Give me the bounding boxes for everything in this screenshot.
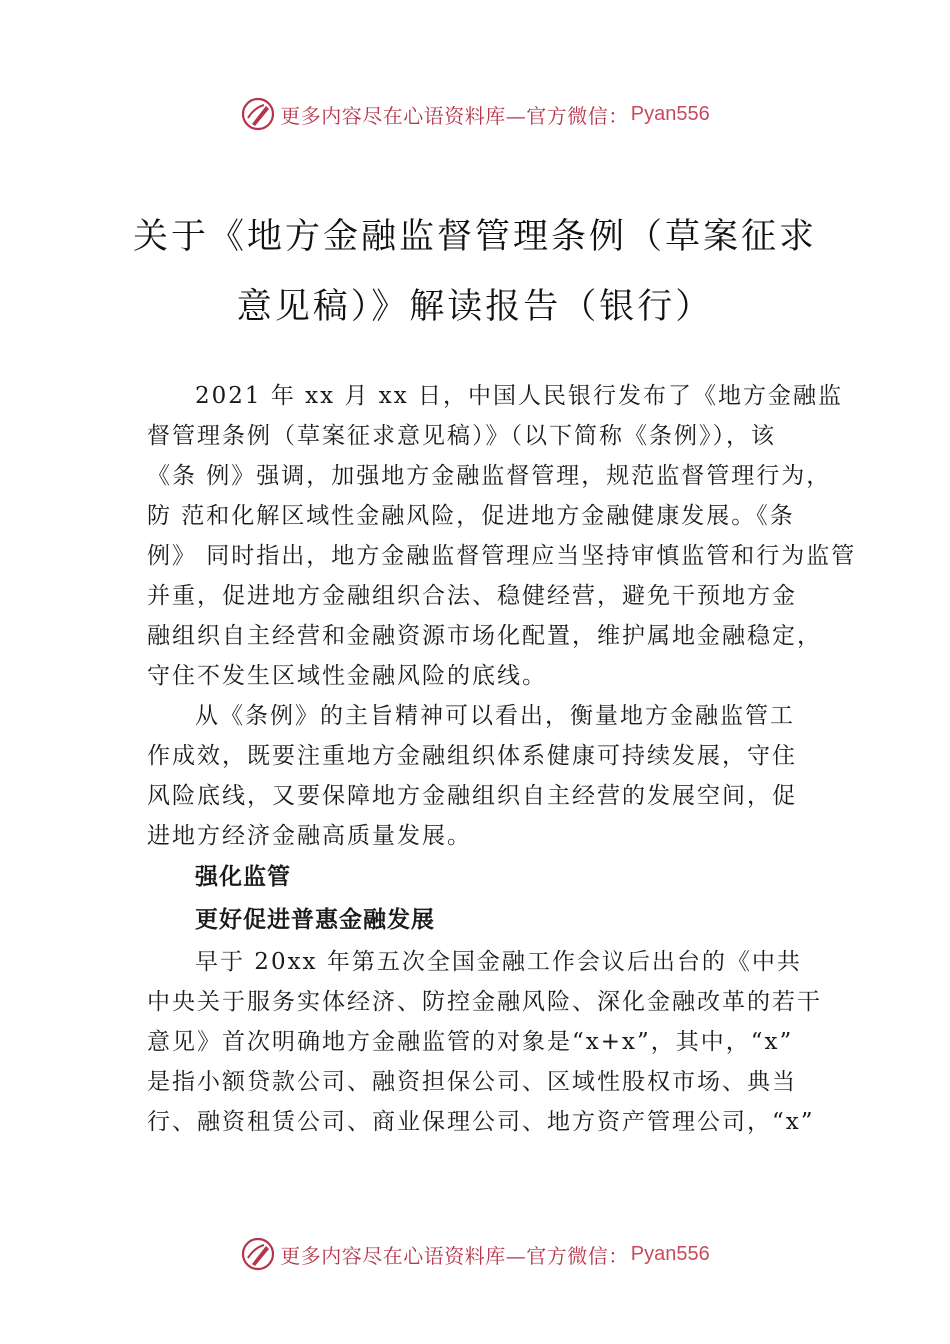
text-line: 例》 同时指出，地方金融监督管理应当坚持审慎监管和行为监管 [147, 543, 857, 569]
text-line: 进地方经济金融高质量发展。 [147, 823, 472, 849]
text-line: 督管理条例（草案征求意见稿）》（以下简称《条例》），该 [147, 423, 776, 449]
header-watermark [0, 92, 950, 136]
text-line: 风险底线，又要保障地方金融组织自主经营的发展空间，促 [147, 783, 797, 809]
text-line: 早于 20xx 年第五次全国金融工作会议后出台的《中共 [195, 949, 802, 975]
paragraph [147, 376, 857, 696]
text-line: 是指小额贷款公司、融资担保公司、区域性股权市场、典当 [147, 1069, 797, 1095]
text-line: 守住不发生区域性金融风险的底线。 [147, 663, 547, 689]
wechat-id: Pyan556 [630, 102, 710, 125]
text-line: 作成效，既要注重地方金融组织体系健康可持续发展，守住 [147, 743, 797, 769]
wechat-id: Pyan556 [630, 1242, 710, 1265]
text-line: 防 范和化解区域性金融风险，促进地方金融健康发展。《条 [147, 503, 795, 529]
pen-logo-icon [240, 96, 276, 132]
section-heading: 更好促进普惠金融发展 [195, 907, 435, 933]
footer-watermark [0, 1232, 950, 1276]
document-body [147, 376, 857, 1142]
paragraph [147, 942, 832, 1142]
text-line: 意见》首次明确地方金融监管的对象是“x+x”，其中，“x” [147, 1029, 794, 1055]
text-line: 从《条例》的主旨精神可以看出，衡量地方金融监管工 [195, 703, 795, 729]
watermark-text: 更多内容尽在心语资料库—官方微信： [280, 1243, 629, 1268]
text-line: 2021 年 xx 月 xx 日，中国人民银行发布了《地方金融监 [195, 383, 843, 409]
section-heading: 强化监管 [195, 864, 291, 890]
watermark-text: 更多内容尽在心语资料库—官方微信： [280, 103, 629, 128]
title-line: 意见稿）》解读报告（银行） [236, 287, 714, 327]
pen-logo-icon [240, 1236, 276, 1272]
title-line: 关于《地方金融监督管理条例（草案征求 [132, 217, 817, 257]
text-line: 并重，促进地方金融组织合法、稳健经营，避免干预地方金 [147, 583, 797, 609]
text-line: 《条 例》强调，加强地方金融监督管理，规范监督管理行为， [147, 463, 832, 489]
text-line: 中央关于服务实体经济、防控金融风险、深化金融改革的若干 [147, 989, 822, 1015]
document-title [100, 202, 850, 342]
paragraph [147, 696, 832, 856]
text-line: 行、融资租赁公司、商业保理公司、地方资产管理公司，“x” [147, 1109, 815, 1135]
text-line: 融组织自主经营和金融资源市场化配置，维护属地金融稳定， [147, 623, 822, 649]
